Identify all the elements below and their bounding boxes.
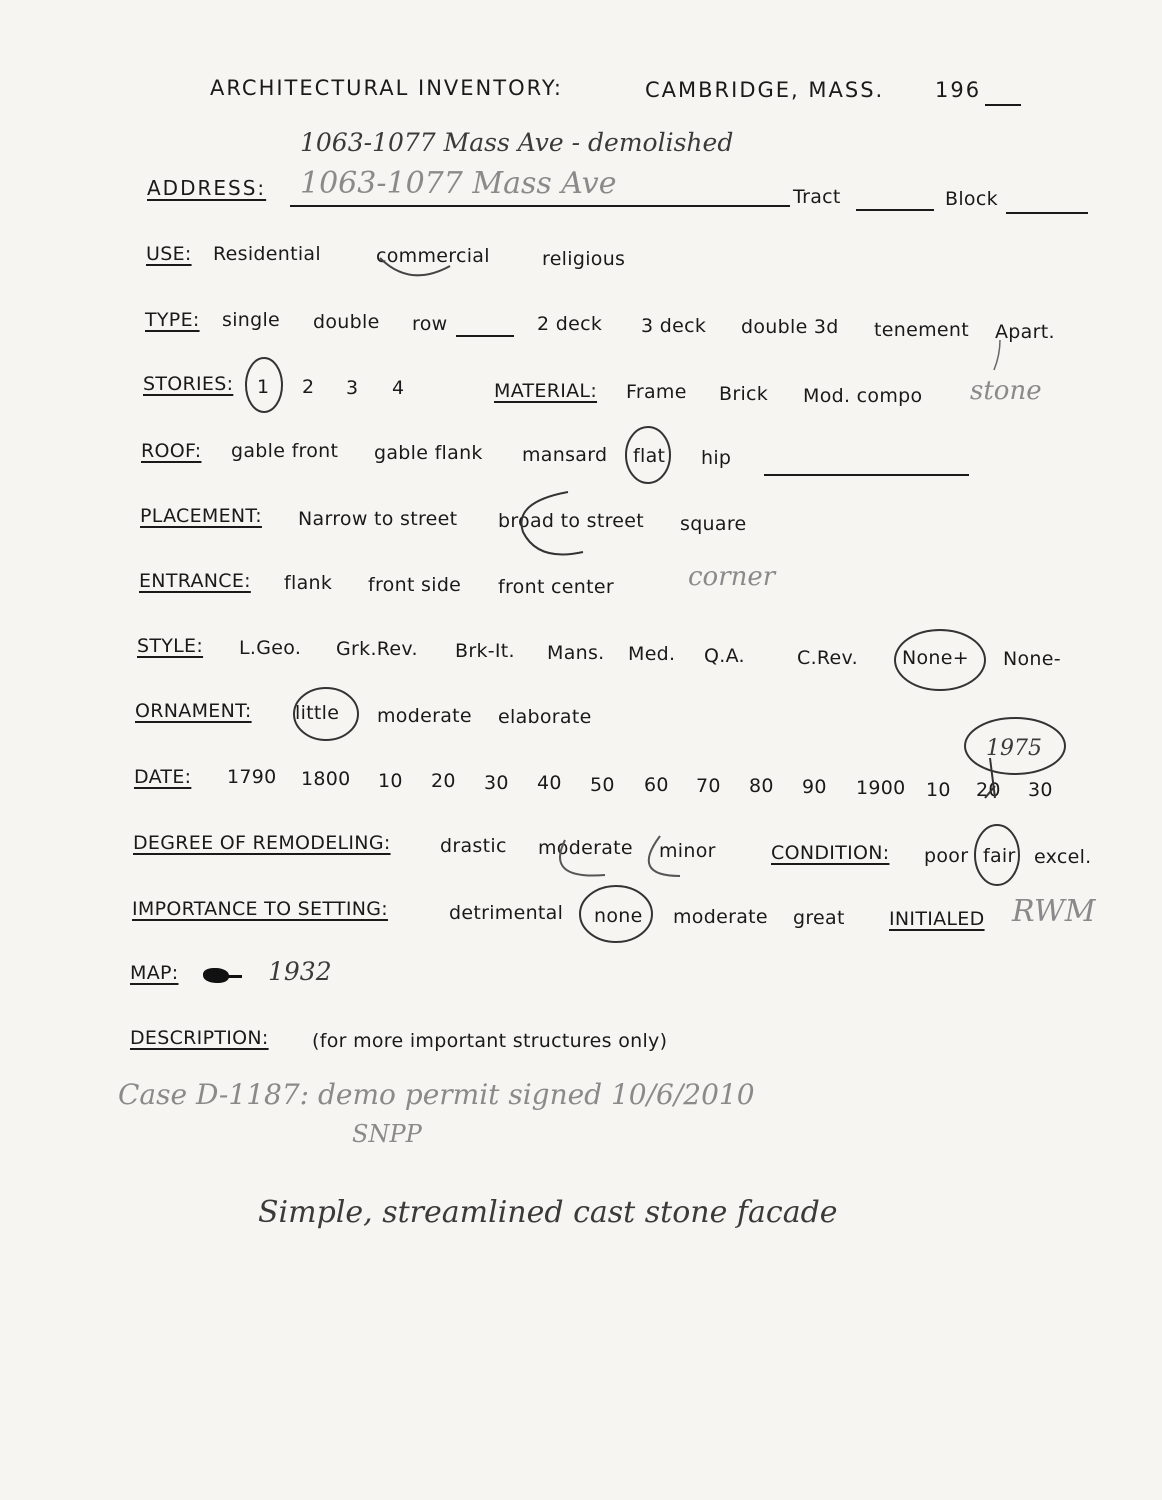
broad-mark <box>521 492 583 555</box>
form-title: ARCHITECTURAL INVENTORY: <box>210 76 563 100</box>
remodeling-option: minor <box>659 840 716 862</box>
entrance-label: ENTRANCE: <box>139 570 251 592</box>
type-option: tenement <box>874 319 969 341</box>
description-note: (for more important structures only) <box>312 1030 668 1052</box>
use-option: commercial <box>376 245 490 267</box>
ornament-option: moderate <box>377 705 472 727</box>
stories-1-circle <box>246 358 282 412</box>
date-circle <box>965 718 1065 774</box>
commercial-mark <box>380 258 450 275</box>
roof-option: gable flank <box>374 442 483 464</box>
handwritten-top-note: 1063-1077 Mass Ave - demolished <box>300 128 734 157</box>
handwritten-snpp: SNPP <box>352 1120 422 1148</box>
date-option: 1900 <box>856 777 906 799</box>
form-year: 196 <box>935 78 982 102</box>
map-label: MAP: <box>130 962 179 984</box>
importance-option: detrimental <box>449 902 564 924</box>
handwritten-description: Simple, streamlined cast stone facade <box>258 1195 838 1230</box>
material-option: Frame <box>626 381 687 403</box>
date-option: 20 <box>431 770 456 792</box>
date-option: 1790 <box>227 766 277 788</box>
placement-option: broad to street <box>498 510 645 532</box>
type-option: row <box>412 313 448 335</box>
type-option: Apart. <box>995 321 1055 343</box>
none-circle <box>580 886 652 942</box>
use-label: USE: <box>146 243 192 265</box>
entrance-option: flank <box>284 572 333 594</box>
ornament-label: ORNAMENT: <box>135 700 252 722</box>
style-option: Grk.Rev. <box>336 638 418 660</box>
date-option: 10 <box>378 770 403 792</box>
date-option: 50 <box>590 774 615 796</box>
roof-label: ROOF: <box>141 440 202 462</box>
date-option: 20 <box>976 779 1001 801</box>
stories-option: 4 <box>392 377 405 399</box>
roof-option: hip <box>701 447 732 469</box>
use-option: Residential <box>213 243 321 265</box>
fair-circle <box>975 825 1019 885</box>
importance-label: IMPORTANCE TO SETTING: <box>132 898 388 920</box>
style-label: STYLE: <box>137 635 204 657</box>
importance-option: moderate <box>673 906 768 928</box>
tract-label: Tract <box>793 186 841 208</box>
remodeling-label: DEGREE OF REMODELING: <box>133 832 391 854</box>
placement-option: square <box>680 513 747 535</box>
roof-option: gable front <box>231 440 339 462</box>
remodeling-option: drastic <box>440 835 507 857</box>
importance-option: great <box>793 907 845 929</box>
date-option: 40 <box>537 772 562 794</box>
style-option: Mans. <box>547 642 605 664</box>
little-circle <box>294 688 358 740</box>
handwritten-entrance: corner <box>688 562 776 592</box>
ornament-option: elaborate <box>498 706 592 728</box>
stories-option: 3 <box>346 377 359 399</box>
handwritten-address: 1063-1077 Mass Ave <box>300 166 617 201</box>
date-option: 80 <box>749 775 774 797</box>
condition-option: fair <box>983 845 1016 867</box>
handwritten-case-note: Case D-1187: demo permit signed 10/6/2010 <box>118 1078 755 1111</box>
form-place: CAMBRIDGE, MASS. <box>645 78 885 102</box>
style-option: Q.A. <box>704 645 745 667</box>
date-option: 1800 <box>301 768 351 790</box>
use-option: religious <box>542 248 626 270</box>
material-label: MATERIAL: <box>494 380 598 402</box>
apart-stroke <box>994 340 1000 370</box>
handwritten-map: 1932 <box>268 957 332 986</box>
material-option: Mod. compo <box>803 385 923 407</box>
style-option: L.Geo. <box>239 637 302 659</box>
entrance-option: front side <box>368 574 462 596</box>
style-option: None+ <box>902 647 969 669</box>
moderate-mark <box>560 840 605 876</box>
handwritten-material: stone <box>970 376 1042 406</box>
placement-label: PLACEMENT: <box>140 505 262 527</box>
type-option: double 3d <box>741 316 839 338</box>
condition-label: CONDITION: <box>771 842 890 864</box>
type-option: 2 deck <box>537 313 603 335</box>
placement-option: Narrow to street <box>298 508 458 530</box>
type-option: single <box>222 309 281 331</box>
type-option: 3 deck <box>641 315 707 337</box>
material-option: Brick <box>719 383 769 405</box>
date-option: 30 <box>484 772 509 794</box>
initialed-label: INITIALED <box>889 908 985 930</box>
date-option: 10 <box>926 779 951 801</box>
type-option: double <box>313 311 380 333</box>
type-label: TYPE: <box>145 309 200 331</box>
style-option: C.Rev. <box>797 647 858 669</box>
roof-option: flat <box>633 445 666 467</box>
date-label: DATE: <box>134 766 192 788</box>
style-option: Med. <box>628 643 676 665</box>
stories-option: 2 <box>302 376 315 398</box>
none-plus-circle <box>895 630 985 690</box>
handwritten-initials: RWM <box>1012 894 1096 929</box>
block-label: Block <box>945 188 998 210</box>
condition-option: excel. <box>1034 846 1092 868</box>
ornament-option: little <box>295 702 340 724</box>
style-option: Brk-It. <box>455 640 515 662</box>
condition-option: poor <box>924 845 969 867</box>
stories-option: 1 <box>257 376 270 398</box>
address-label: ADDRESS: <box>147 176 267 200</box>
date-option: 30 <box>1028 779 1053 801</box>
description-label: DESCRIPTION: <box>130 1027 269 1049</box>
minor-mark <box>649 836 680 876</box>
date-option: 90 <box>802 776 827 798</box>
style-option: None- <box>1003 648 1061 670</box>
handwritten-date: 1975 <box>986 736 1042 761</box>
entrance-option: front center <box>498 576 614 598</box>
date-option: 60 <box>644 774 669 796</box>
importance-option: none <box>594 905 643 927</box>
flat-circle <box>626 427 670 483</box>
date-option: 70 <box>696 775 721 797</box>
remodeling-option: moderate <box>538 837 633 859</box>
roof-option: mansard <box>522 444 608 466</box>
stories-label: STORIES: <box>143 373 234 395</box>
